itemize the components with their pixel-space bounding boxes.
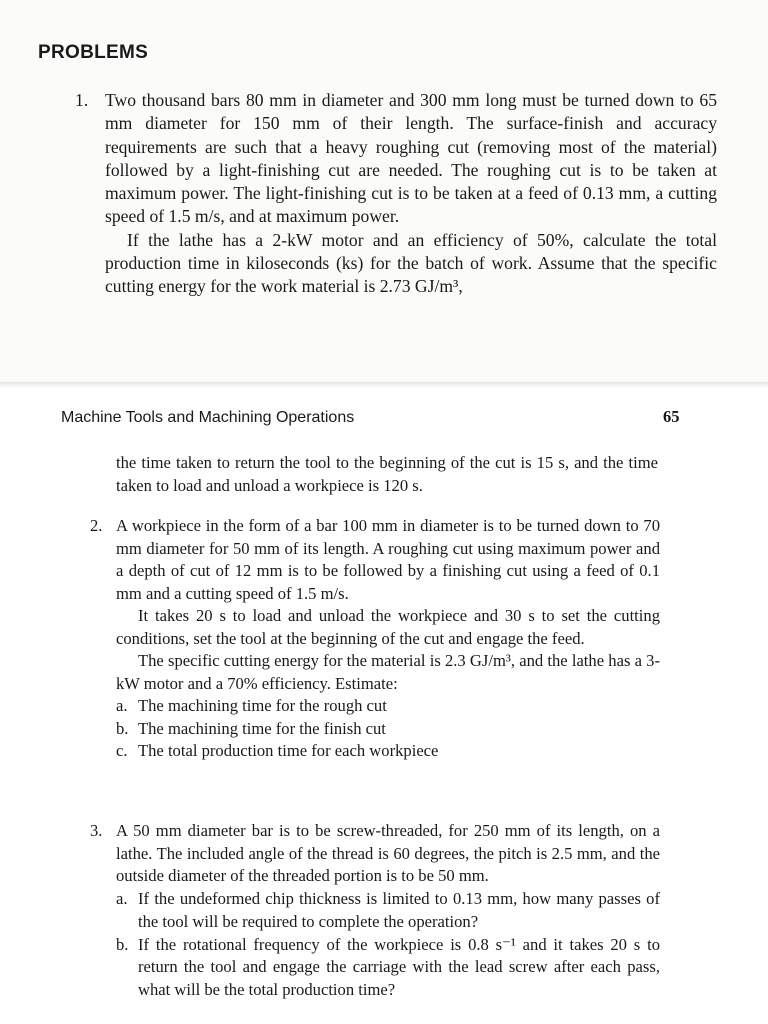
subquestion-letter: b. [116, 718, 129, 738]
problem-3 [90, 820, 660, 1002]
subquestion-letter: c. [116, 741, 128, 760]
problem-3-paragraph-1: A 50 mm diameter bar is to be screw-threaded, for 250 mm of its length, on a lathe. The included angle of the thread is 60 degrees, the pitch is 2.5 mm, and the outside diameter of the threaded portion is to be 50 mm. [116, 821, 660, 886]
problem-1-continuation: the time taken to return the tool to the beginning of the cut is 15 s, and the time taken to load and unload a workpiece is 120 s. [116, 453, 658, 495]
problems-heading: PROBLEMS [38, 42, 149, 63]
list-item [116, 695, 660, 718]
page-divider [0, 382, 768, 388]
list-item [116, 740, 660, 763]
running-head: Machine Tools and Machining Operations [61, 409, 355, 426]
list-item [116, 718, 660, 741]
subquestion-letter: a. [116, 889, 128, 909]
subquestion-text: The total production time for each workpiece [138, 741, 439, 760]
list-item [116, 888, 660, 933]
problem-1-paragraph-2: If the lathe has a 2-kW motor and an efficiency of 50%, calculate the total production time in kiloseconds (ks) for the batch of work. Assume that the specific cutting energy for the work material is 2.73 GJ/m³, [105, 229, 717, 297]
problem-2-paragraph-1: A workpiece in the form of a bar 100 mm in diameter is to be turned down to 70 mm diameter for 50 mm of its length. A roughing cut using maximum power and a depth of cut of 12 mm is to be followed by a finishing cut using a feed of 0.1 mm and a cutting speed of 1.5 m/s. [116, 516, 660, 603]
problem-1-number: 1. [75, 90, 89, 110]
subquestion-text: If the undeformed chip thickness is limited to 0.13 mm, how many passes of the tool will be required to complete the operation? [138, 889, 660, 931]
page-number: 65 [663, 407, 680, 426]
subquestion-letter: a. [116, 696, 128, 715]
problem-2-subquestions [116, 695, 660, 763]
problem-2-number: 2. [90, 516, 103, 535]
problem-1 [75, 89, 717, 299]
problem-3-subquestions [116, 888, 660, 1002]
subquestion-text: The machining time for the rough cut [138, 696, 387, 715]
subquestion-text: If the rotational frequency of the workpiece is 0.8 s⁻¹ and it takes 20 s to return the tool and engage the carriage with the lead screw after each pass, what will be the total production time? [138, 934, 660, 999]
problem-2-paragraph-3: The specific cutting energy for the material is 2.3 GJ/m³, and the lathe has a 3-kW motor and a 70% efficiency. Estimate: [116, 651, 660, 693]
subquestion-letter: b. [116, 934, 129, 954]
top-page [0, 0, 768, 382]
problem-1-paragraph-1: Two thousand bars 80 mm in diameter and 300 mm long must be turned down to 65 mm diameter for 150 mm of their length. The surface-finish and accuracy requirements are such that a heavy roughing cut (removing most of the material) followed by a light-finishing cut are needed. The roughing cut is to be taken at maximum power. The light-finishing cut is to be taken at a feed of 0.13 mm, a cutting speed of 1.5 m/s, and at maximum power. [105, 90, 717, 227]
list-item [116, 934, 660, 1002]
subquestion-text: The machining time for the finish cut [138, 718, 386, 738]
problem-2 [90, 515, 660, 763]
problem-3-number: 3. [90, 821, 103, 840]
problem-2-paragraph-2: It takes 20 s to load and unload the workpiece and 30 s to set the cutting conditions, set the tool at the beginning of the cut and engage the feed. [116, 606, 660, 648]
